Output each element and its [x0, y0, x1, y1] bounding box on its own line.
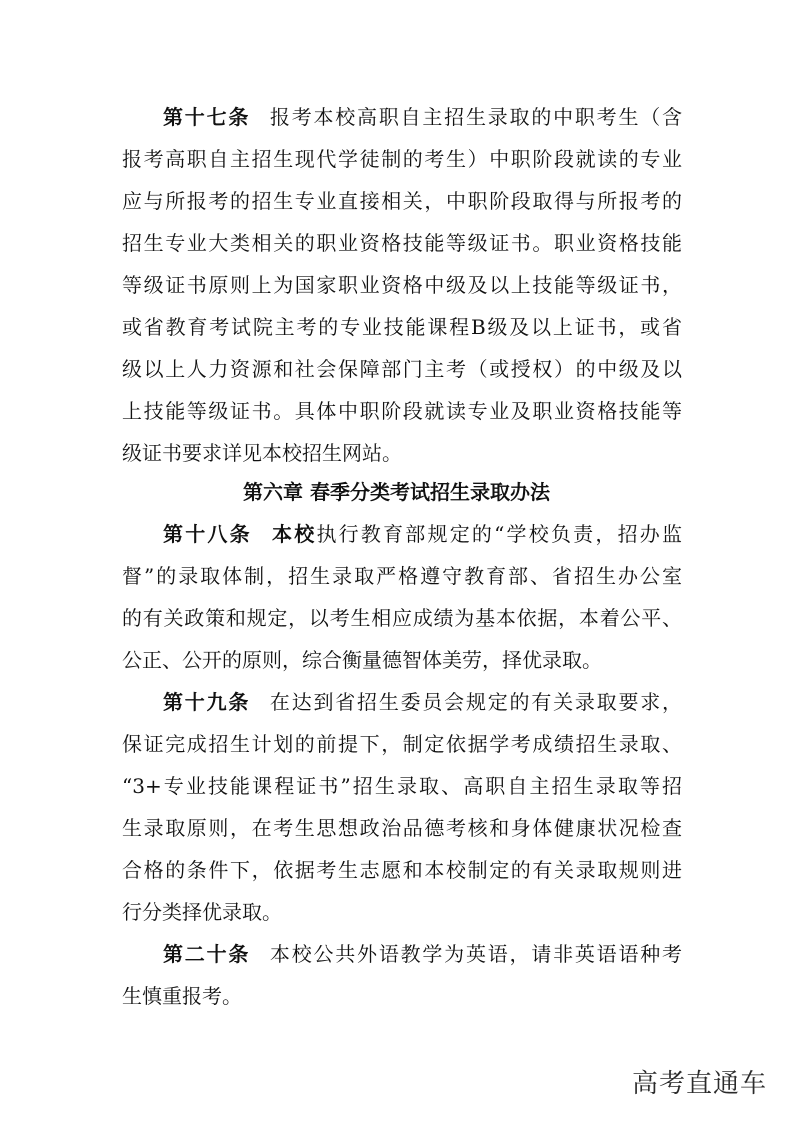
- article-17-label: 第十七条: [163, 105, 251, 129]
- article-20-label: 第二十条: [163, 942, 251, 966]
- paragraph-line: 的有关政策和规定，以考生相应成绩为基本依据，本着公平、: [122, 606, 682, 630]
- paragraph-line: 等级证书原则上为国家职业资格中级及以上技能等级证书，: [122, 273, 682, 297]
- chapter-heading: 第六章 春季分类考试招生录取办法: [243, 480, 550, 504]
- paragraph-line: 生慎重报考。: [122, 984, 242, 1008]
- paragraph-line: 行分类择优录取。: [122, 900, 282, 924]
- article-18-bold-lead: 本校: [269, 522, 317, 546]
- article-20-first-line: [163, 939, 682, 969]
- paragraph-line: 上技能等级证书。具体中职阶段就读专业及职业资格技能等: [122, 399, 682, 423]
- paragraph-line: 保证完成招生计划的前提下，制定依据学考成绩招生录取、: [122, 732, 682, 756]
- article-19-text: 在达到省招生委员会规定的有关录取要求，: [268, 690, 682, 714]
- paragraph-line: 或省教育考试院主考的专业技能课程B级及以上证书，或省: [122, 315, 682, 339]
- article-18-text: 执行教育部规定的“学校负责，招办监: [316, 522, 682, 546]
- paragraph-line: 生录取原则，在考生思想政治品德考核和身体健康状况检查: [122, 816, 682, 840]
- paragraph-line: 级证书要求详见本校招生网站。: [122, 441, 402, 465]
- paragraph-line: 招生专业大类相关的职业资格技能等级证书。职业资格技能: [122, 231, 682, 255]
- paragraph-line: 级以上人力资源和社会保障部门主考（或授权）的中级及以: [122, 357, 682, 381]
- paragraph-line: 督”的录取体制，招生录取严格遵守教育部、省招生办公室: [122, 564, 682, 588]
- article-20-text: 本校公共外语教学为英语，请非英语语种考: [268, 942, 682, 966]
- paragraph-line: 公正、公开的原则，综合衡量德智体美劳，择优录取。: [122, 648, 602, 672]
- article-19-label: 第十九条: [163, 690, 251, 714]
- paragraph-line: 报考高职自主招生现代学徒制的考生）中职阶段就读的专业: [122, 147, 682, 171]
- watermark-text: 高考直通车: [631, 1069, 767, 1099]
- article-18-label: 第十八条: [163, 522, 252, 546]
- paragraph-line: 合格的条件下，依据考生志愿和本校制定的有关录取规则进: [122, 858, 682, 882]
- paragraph-line: 应与所报考的招生专业直接相关，中职阶段取得与所报考的: [122, 189, 682, 213]
- article-18-first-line: [163, 519, 682, 549]
- article-17-first-line: [163, 102, 682, 132]
- article-19-first-line: [163, 687, 682, 717]
- paragraph-line: “3+专业技能课程证书”招生录取、高职自主招生录取等招: [122, 774, 682, 798]
- article-17-text: 报考本校高职自主招生录取的中职考生（含: [268, 105, 682, 129]
